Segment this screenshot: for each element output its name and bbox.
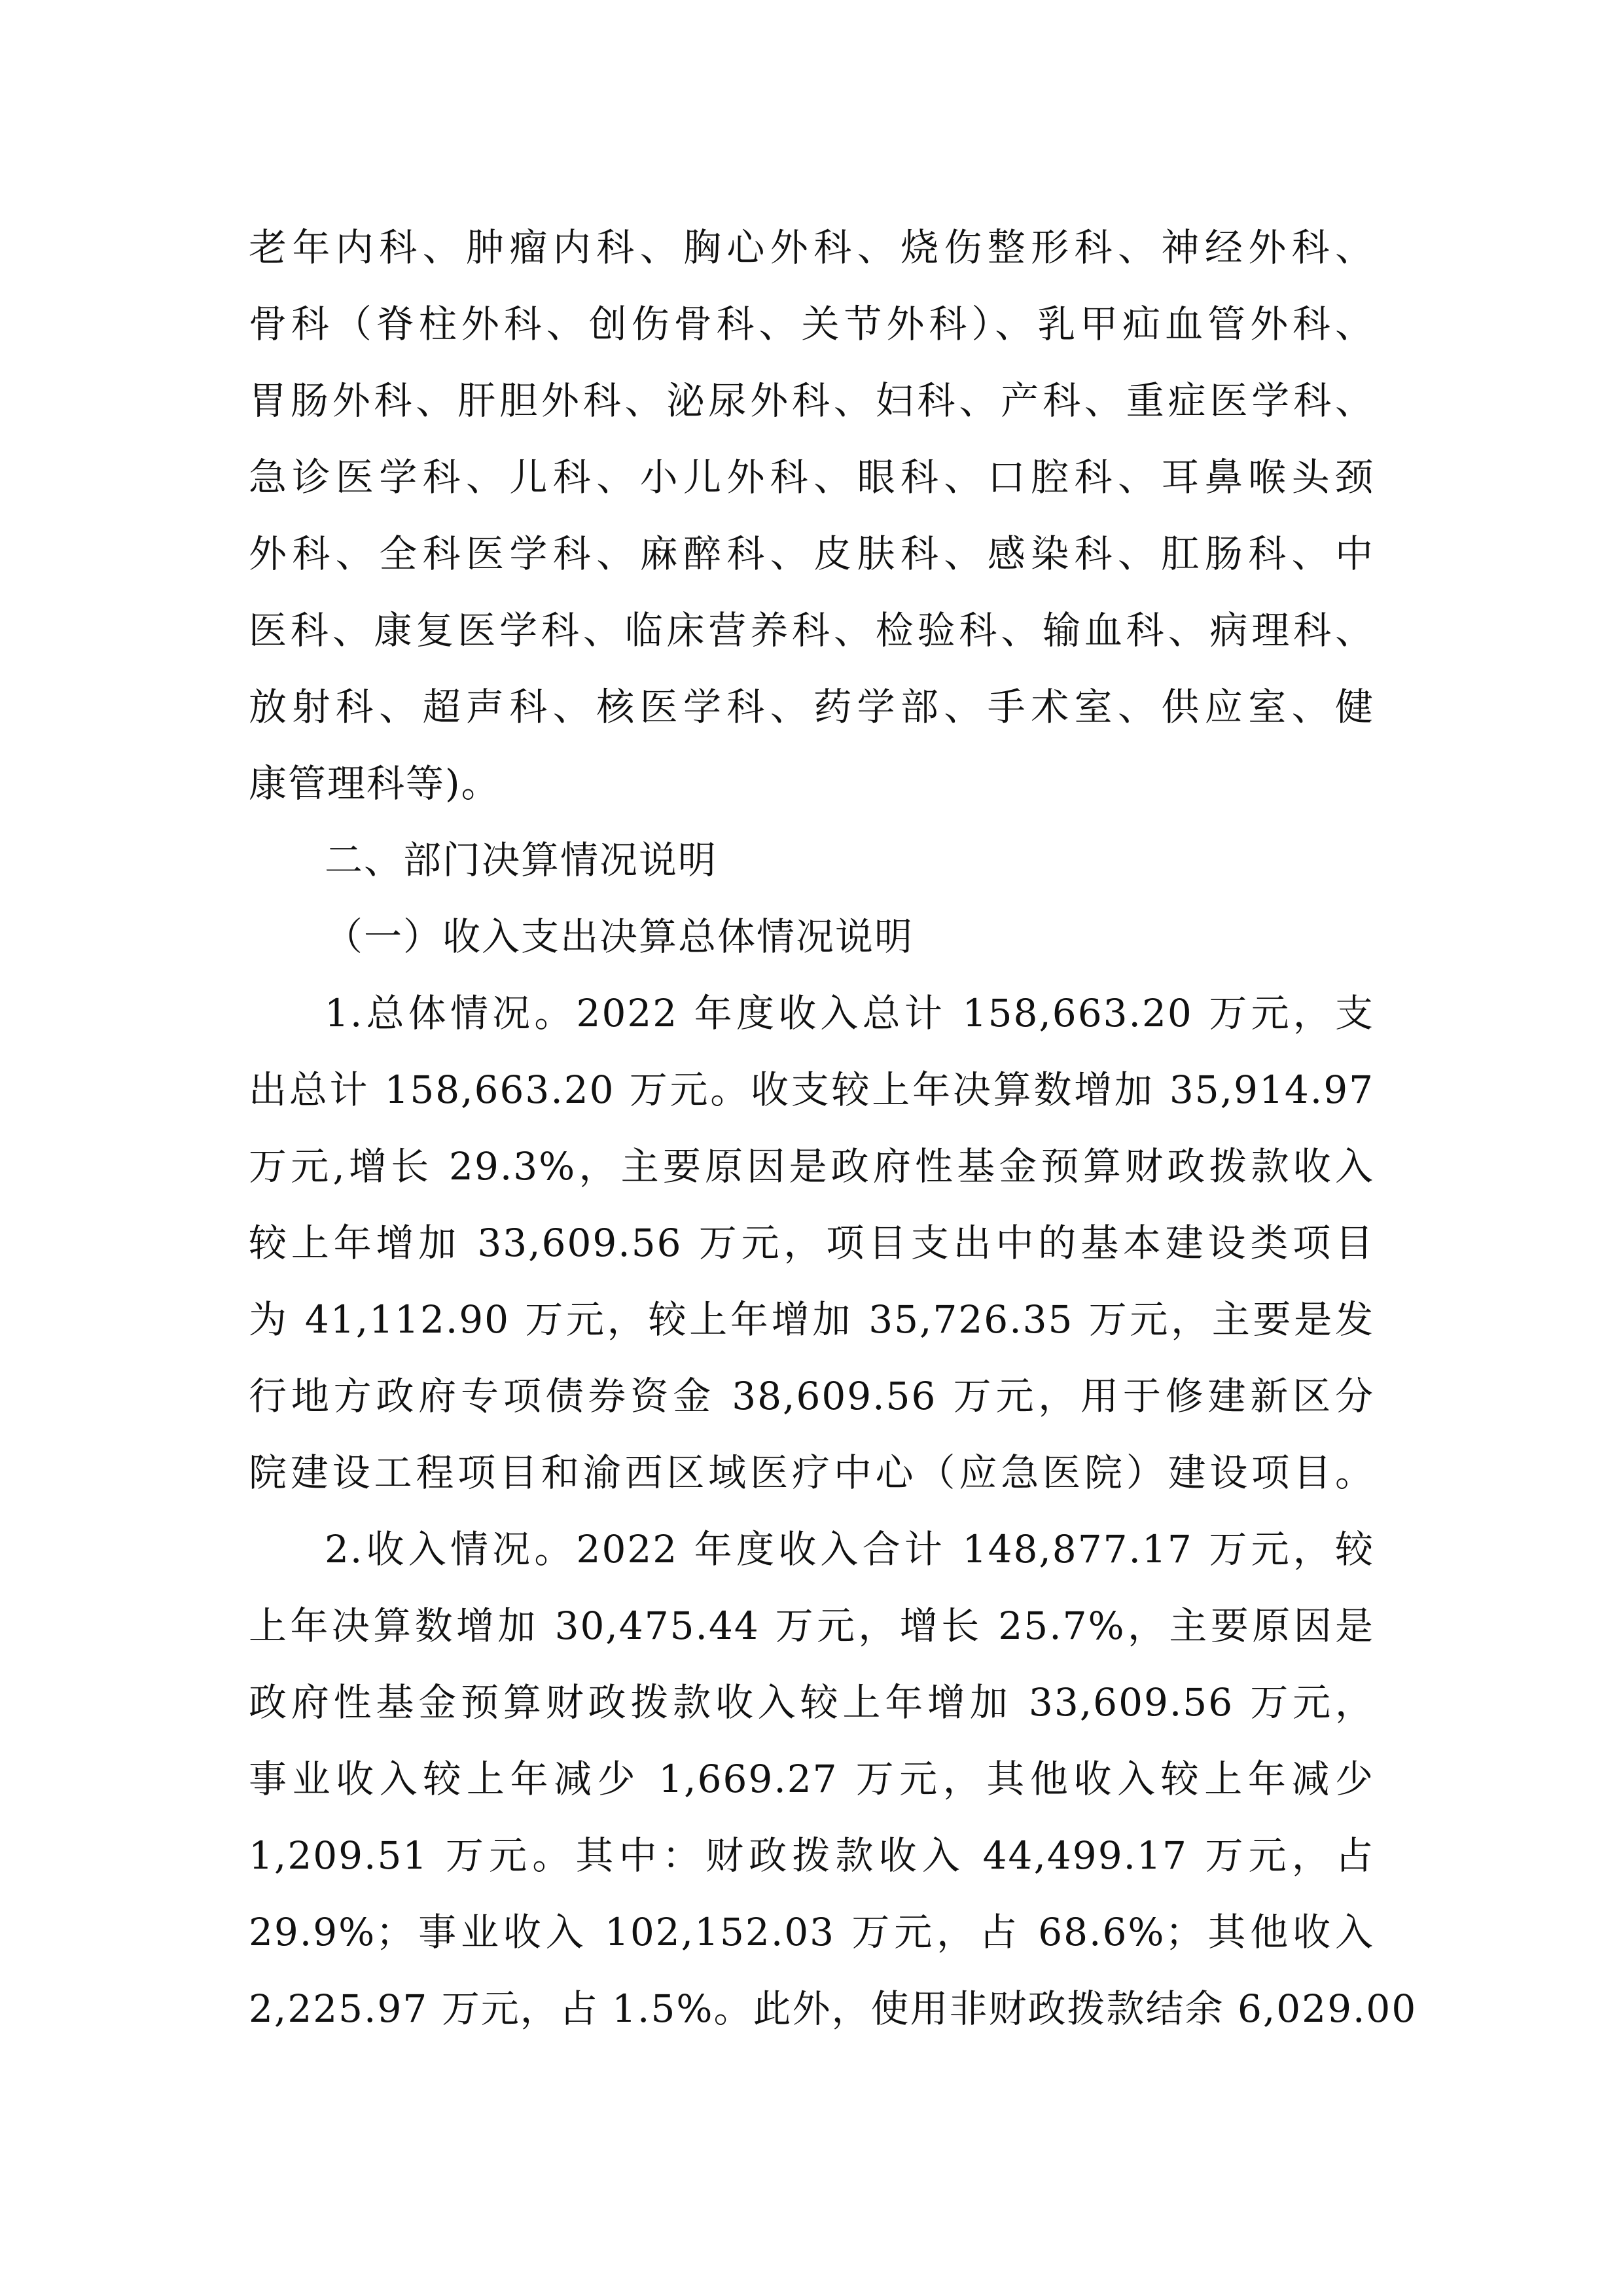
text-line-3: 胃肠外科、肝胆外科、泌尿外科、妇科、产科、重症医学科、 [249,378,1374,423]
paragraph-1-line-7: 院建设工程项目和渝西区域医疗中心（应急医院）建设项目。 [249,1450,1374,1495]
subsection-heading: （一）收入支出决算总体情况说明 [325,914,914,959]
text-line-7: 放射科、超声科、核医学科、药学部、手术室、供应室、健 [249,685,1374,729]
document-page [249,209,1418,2047]
section-heading: 二、部门决算情况说明 [325,838,718,882]
paragraph-2-line-1: 2.收入情况。2022 年度收入合计 148,877.17 万元，较 [325,1527,1374,1571]
paragraph-2-line-7: 2,225.97 万元，占 1.5%。此外，使用非财政拨款结余 6,029.00 [249,1986,1418,2031]
paragraph-2-line-4: 事业收入较上年减少 1,669.27 万元，其他收入较上年减少 [249,1757,1374,1801]
paragraph-2-line-6: 29.9%；事业收入 102,152.03 万元，占 68.6%；其他收入 [249,1910,1374,1954]
paragraph-2-line-5: 1,209.51 万元。其中：财政拨款收入 44,499.17 万元，占 [249,1833,1374,1878]
paragraph-2-line-3: 政府性基金预算财政拨款收入较上年增加 33,609.56 万元， [249,1680,1374,1725]
text-line-6: 医科、康复医学科、临床营养科、检验科、输血科、病理科、 [249,608,1374,653]
paragraph-1-line-4: 较上年增加 33,609.56 万元，项目支出中的基本建设类项目 [249,1221,1374,1265]
paragraph-1-line-3: 万元,增长 29.3%，主要原因是政府性基金预算财政拨款收入 [249,1144,1374,1189]
paragraph-1-line-5: 为 41,112.90 万元，较上年增加 35,726.35 万元，主要是发 [249,1297,1374,1342]
text-line-2: 骨科（脊柱外科、创伤骨科、关节外科）、乳甲疝血管外科、 [249,302,1374,346]
paragraph-1-line-2: 出总计 158,663.20 万元。收支较上年决算数增加 35,914.97 [249,1067,1374,1112]
text-line-8: 康管理科等)。 [249,761,501,806]
text-line-4: 急诊医学科、儿科、小儿外科、眼科、口腔科、耳鼻喉头颈 [249,455,1374,499]
text-line-5: 外科、全科医学科、麻醉科、皮肤科、感染科、肛肠科、中 [249,531,1374,576]
paragraph-1-line-6: 行地方政府专项债券资金 38,609.56 万元，用于修建新区分 [249,1374,1374,1418]
paragraph-1-line-1: 1.总体情况。2022 年度收入总计 158,663.20 万元，支 [325,991,1374,1035]
paragraph-2-line-2: 上年决算数增加 30,475.44 万元，增长 25.7%，主要原因是 [249,1604,1374,1648]
text-line-1: 老年内科、肿瘤内科、胸心外科、烧伤整形科、神经外科、 [249,225,1374,270]
